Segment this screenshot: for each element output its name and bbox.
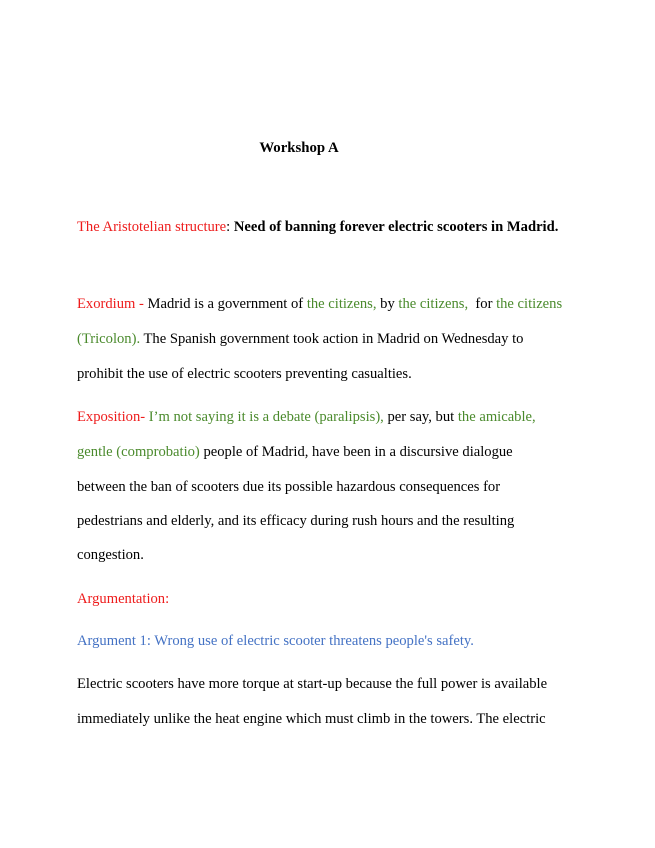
argumentation-heading: Argumentation:: [77, 591, 170, 607]
green-highlight: I’m not saying it is a debate (paralipsis),: [148, 409, 384, 425]
green-highlight: the citizens,: [398, 296, 469, 312]
structure-label: The Aristotelian structure: [77, 219, 227, 235]
green-highlight: the amicable,: [457, 409, 536, 425]
structure-thesis: Need of banning forever electric scooters in Madrid.: [230, 219, 559, 235]
page-title: Workshop A: [259, 140, 339, 156]
exordium-text: Madrid is a government of: [147, 296, 307, 312]
exordium-line-1: [77, 294, 562, 314]
exposition-line-1: [77, 407, 536, 427]
exposition-line-5: congestion.: [77, 547, 144, 563]
exordium-text: The Spanish government took action in Madrid on Wednesday to: [140, 331, 524, 347]
exordium-text: by: [376, 296, 399, 312]
green-highlight: the citizens: [496, 296, 563, 312]
exordium-label: Exordium -: [77, 296, 148, 312]
green-highlight: the citizens,: [306, 296, 377, 312]
green-highlight: (Tricolon).: [77, 331, 141, 347]
argument-1-line-1: Electric scooters have more torque at start-up because the full power is available: [77, 676, 548, 692]
exordium-text: for: [468, 296, 497, 312]
exposition-line-3: between the ban of scooters due its possible hazardous consequences for: [77, 479, 501, 495]
exposition-line-4: pedestrians and elderly, and its efficacy during rush hours and the resulting: [77, 513, 515, 529]
structure-colon: :: [226, 219, 231, 235]
exposition-label: Exposition-: [77, 409, 149, 425]
exposition-line-2: [77, 442, 513, 462]
exposition-text: per say, but: [383, 409, 458, 425]
green-highlight: gentle (comprobatio): [77, 444, 200, 460]
structure-line: [77, 217, 558, 237]
argument-1-line-2: immediately unlike the heat engine which must climb in the towers. The electric: [77, 711, 546, 727]
exposition-text: people of Madrid, have been in a discursive dialogue: [199, 444, 513, 460]
exordium-line-3: prohibit the use of electric scooters preventing casualties.: [77, 366, 412, 382]
argument-1-heading: Argument 1: Wrong use of electric scooter threatens people's safety.: [77, 633, 474, 649]
exordium-line-2: [77, 329, 523, 349]
